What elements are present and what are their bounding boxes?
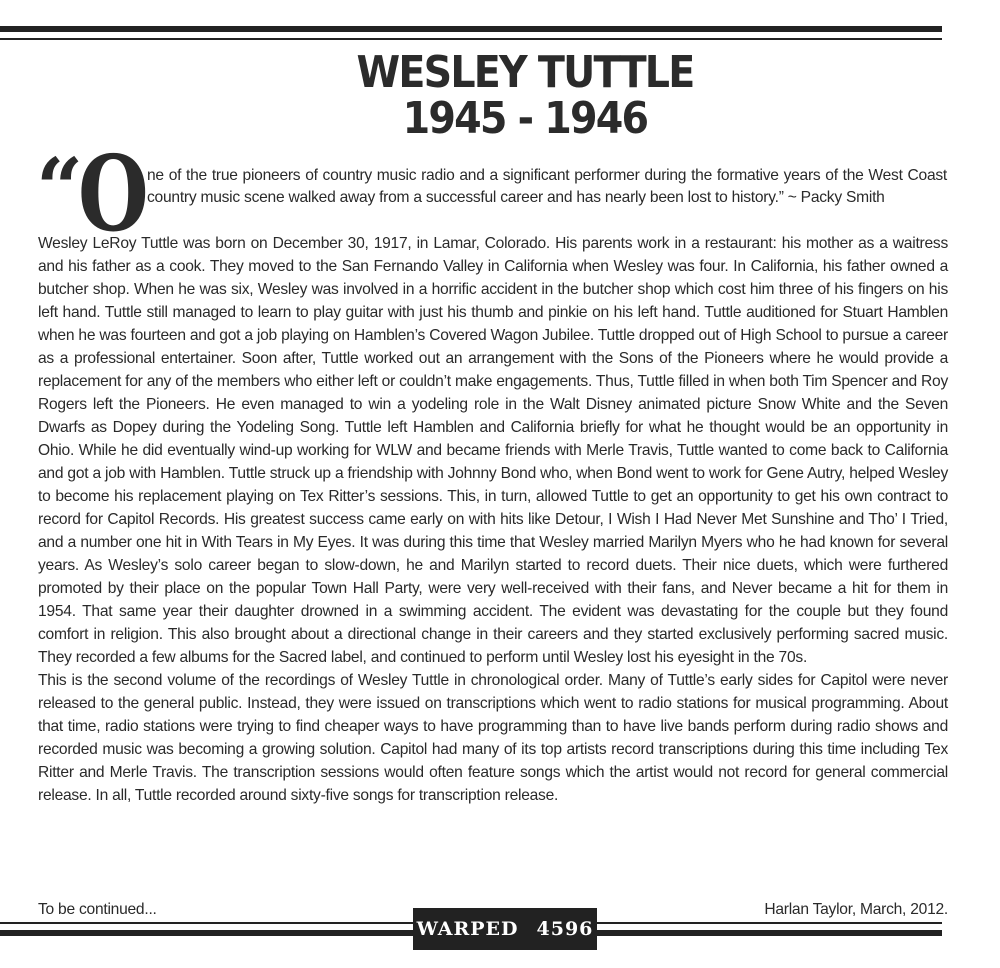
top-rule-thin: [0, 38, 942, 40]
open-quote-mark: “: [36, 141, 84, 237]
lead-quote: ne of the true pioneers of country music radio and a significant performer during the formative years of the West Coast country music scene walked away from a successful career and has nearly been lost to history.” ~ Packy Smith: [147, 167, 947, 206]
title-years: 1945 - 1946: [402, 93, 648, 144]
catalog-number: 4596: [536, 918, 594, 940]
drop-cap: O: [78, 132, 149, 255]
page-title: [53, 47, 998, 144]
title-artist: WESLEY TUTTLE: [356, 47, 694, 98]
catalog-badge: [413, 908, 597, 950]
to-be-continued: To be continued...: [38, 901, 157, 918]
paragraph-biography: Wesley LeRoy Tuttle was born on December 30, 1917, in Lamar, Colorado. His parents work in a restaurant: his mother as a waitress and his father as a cook. They moved to the San Fernando Valley in California when Wesley was four. In California, his father owned a butcher shop. When he was six, Wesley was involved in a horrific accident in the butcher shop which cost him three of his fingers on his left hand. Tuttle still managed to learn to play guitar with just his thumb and pinkie on his left hand. Tuttle auditioned for Stuart Hamblen when he was fourteen and got a job playing on Hamblen’s Covered Wagon Jubilee. Tuttle dropped out of High School to pursue a career as a professional entertainer. Soon after, Tuttle worked out an arrangement with the Sons of the Pioneers where he would provide a replacement for any of the members who either left or couldn’t make engagements. Thus, Tuttle filled in when both Tim Spencer and Roy Rogers left the Pioneers. He even managed to win a yodeling role in the Walt Disney animated picture Snow White and the Seven Dwarfs as Dopey during the Yodeling Song. Tuttle left Hamblen and California briefly for what he thought would be an opportunity in Ohio. While he did eventually wind-up working for WLW and became friends with Merle Travis, Tuttle wanted to come back to California and got a job with Hamblen. Tuttle struck up a friendship with Johnny Bond who, when Bond went to work for Gene Autry, helped Wesley to become his replacement playing on Tex Ritter’s sessions. This, in turn, allowed Tuttle to get an opportunity to get his own contract to record for Capitol Records. His greatest success came early on with hits like Detour, I Wish I Had Never Met Sunshine and Tho’ I Tried, and a number one hit in With Tears in My Eyes. It was during this time that Wesley married Marilyn Myers who he had known for several years. As Wesley’s solo career began to slow-down, he and Marilyn started to record duets. Their nice duets, which were furthered promoted by their place on the popular Town Hall Party, were very well-received with their fans, and Never became a hit for them in 1954. That same year their daughter drowned in a swimming accident. The evident was devastating for the couple but they found comfort in religion. This also brought about a directional change in their careers and they started exclusively performing sacred music. They recorded a few albums for the Sacred label, and continued to perform until Wesley lost his eyesight in the 70s.: [38, 235, 948, 666]
paragraph-recordings: This is the second volume of the recordings of Wesley Tuttle in chronological order. Many of Tuttle’s early sides for Capitol were never released to the general public. Instead, they were issued on transcriptions which went to radio stations for musical programming. About that time, radio stations were trying to find cheaper ways to have programming than to have live bands perform during radio shows and recorded music was becoming a growing solution. Capitol had many of its top artists record transcriptions during this time including Tex Ritter and Merle Travis. The transcription sessions would often feature songs which the artist would not record for general commercial release. In all, Tuttle recorded around sixty-five songs for transcription release.: [38, 672, 948, 804]
label-name: WARPED: [416, 918, 519, 940]
author-credit: Harlan Taylor, March, 2012.: [764, 901, 948, 918]
liner-notes-body: [38, 232, 948, 807]
top-rule-thick: [0, 26, 942, 32]
